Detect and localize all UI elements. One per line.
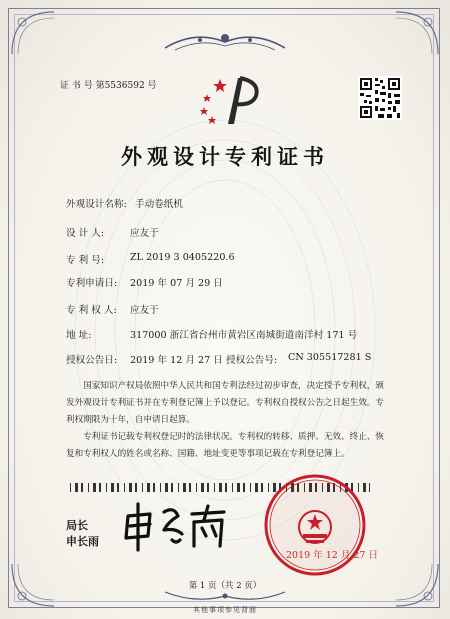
address-label: 地 址: [66, 330, 92, 341]
announcement-paragraph-1: 国家知识产权局依照中华人民共和国专利法经过初步审查，决定授予专利权，颁发外观设计专利证书并在专利登记簿上予以登记。专利权自授权公告之日起生效。专利权期限为十年，自申请日起算。 [66, 381, 384, 425]
grant-number-label: 授权公告号: [226, 355, 278, 366]
design-name-value: 手动卷纸机 [135, 199, 183, 210]
patent-number-label: 专 利 号: [66, 255, 105, 266]
seal-date: 2019 年 12 月 27 日 [286, 550, 378, 561]
grant-date-value: 2019 年 12 月 27 日 [130, 355, 223, 366]
signature-title: 局长 [66, 519, 88, 532]
page-indicator: 第 1 页（共 2 页） [188, 581, 262, 591]
corner-ornament-top-right [394, 10, 440, 56]
filing-date-value: 2019 年 07 月 29 日 [130, 278, 223, 289]
address-value: 317000 浙江省台州市黄岩区南城街道南洋村 171 号 [130, 330, 358, 341]
certificate-title: 外观设计专利证书 [121, 144, 329, 169]
footer-note: 其他事项参见背面 [193, 606, 257, 614]
patent-office-logo [196, 74, 262, 130]
official-seal [262, 472, 368, 578]
certificate-number: 证 书 号 第5536592 号 [60, 81, 157, 91]
filing-date-label: 专利申请日: [66, 278, 118, 289]
patentee-label: 专 利 权 人: [66, 305, 117, 316]
corner-ornament-top-left [10, 10, 56, 56]
top-ornament [160, 28, 290, 56]
handwritten-signature [120, 500, 230, 552]
qr-code [358, 76, 402, 120]
announcement-paragraph-2: 专利证书记载专利权登记时的法律状况。专利权的转移、质押、无效、终止、恢复和专利权人的姓名或名称、国籍、地址变更等事项记载在专利登记簿上。 [66, 432, 384, 459]
patent-number-value: ZL 2019 3 0405220.6 [130, 252, 235, 263]
signatory-name: 申长雨 [66, 535, 99, 548]
designer-value: 应友于 [130, 228, 159, 239]
designer-label: 设 计 人: [66, 228, 105, 239]
announcement-text [66, 378, 390, 463]
grant-number-value: CN 305517281 S [288, 352, 372, 363]
design-name-label: 外观设计名称: [66, 199, 127, 210]
grant-date-label: 授权公告日: [66, 355, 118, 366]
patentee-value: 应友于 [130, 305, 159, 316]
